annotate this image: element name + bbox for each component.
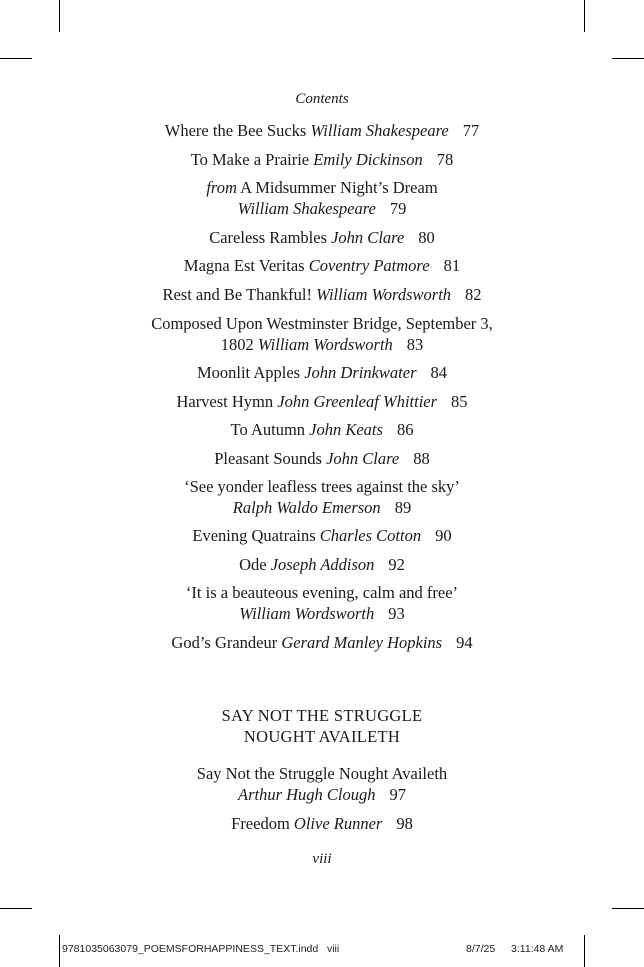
toc-entry — [0, 448, 644, 469]
entry-page-number: 79 — [389, 199, 407, 218]
entry-title: Composed Upon Westminster Bridge, September 3, — [151, 314, 493, 333]
entry-author: John Keats — [309, 420, 383, 439]
entry-title: Harvest Hymn — [176, 392, 274, 411]
crop-mark-bottom-right — [584, 935, 585, 967]
slug-date: 8/7/25 — [466, 943, 496, 955]
entry-page-number: 82 — [465, 285, 482, 304]
entry-author: Olive Runner — [293, 814, 383, 833]
entry-title: Careless Rambles — [209, 228, 327, 247]
entry-author: Joseph Addison — [270, 555, 375, 574]
entry-title: Say Not the Struggle Nought Availeth — [196, 764, 448, 783]
entry-author: John Clare — [326, 449, 400, 468]
slug-filename: 9781035063079_POEMSFORHAPPINESS_TEXT.indd viii — [62, 943, 340, 955]
entry-author: Arthur Hugh Clough — [237, 785, 376, 804]
entry-page-number: 77 — [462, 121, 480, 140]
entry-author: Gerard Manley Hopkins — [281, 633, 443, 652]
entry-page-number: 98 — [396, 814, 413, 833]
entry-page-number: 81 — [443, 256, 461, 275]
entry-page-number: 86 — [396, 420, 414, 439]
toc-entry — [0, 120, 644, 141]
entry-title: 1802 — [220, 335, 254, 354]
entry-author: Emily Dickinson — [313, 150, 423, 169]
entry-page-number: 94 — [456, 633, 473, 652]
section-title-line-2: NOUGHT AVAILETH — [243, 727, 401, 746]
entry-author: William Shakespeare — [237, 199, 376, 218]
entry-author: William Wordsworth — [316, 285, 452, 304]
toc-entry — [0, 419, 644, 440]
crop-mark-bottom-left — [59, 935, 60, 967]
entry-page-number: 97 — [389, 785, 406, 804]
entry-title: Rest and Be Thankful! — [162, 285, 312, 304]
toc-entry — [0, 582, 644, 603]
entry-title: To Make a Prairie — [190, 150, 310, 169]
entry-author: John Drinkwater — [304, 363, 417, 382]
toc-entry-continuation — [0, 603, 644, 624]
toc-entry — [0, 255, 644, 276]
entry-author: John Clare — [331, 228, 405, 247]
toc-entry — [0, 476, 644, 497]
toc-entry-continuation — [0, 784, 644, 805]
crop-mark-top-left — [59, 0, 60, 32]
entry-page-number: 84 — [430, 363, 448, 382]
toc-entry — [0, 149, 644, 170]
toc-entry — [0, 525, 644, 546]
entry-title: ‘See yonder leafless trees against the sky’ — [184, 477, 460, 496]
entry-page-number: 88 — [413, 449, 430, 468]
entry-title: Where the Bee Sucks — [164, 121, 307, 140]
entry-page-number: 90 — [435, 526, 452, 545]
entry-page-number: 93 — [388, 604, 405, 623]
folio: viii — [312, 851, 332, 867]
entry-author: Coventry Patmore — [308, 256, 430, 275]
entry-title: God’s Grandeur — [171, 633, 278, 652]
entry-page-number: 80 — [418, 228, 435, 247]
entry-author: William Wordsworth — [239, 604, 375, 623]
entry-page-number: 89 — [394, 498, 412, 517]
toc-entry — [0, 763, 644, 784]
crop-mark-bottom-right-horizontal — [612, 908, 644, 909]
entry-page-number: 85 — [451, 392, 468, 411]
toc-entry-continuation — [0, 198, 644, 219]
entry-author: Charles Cotton — [319, 526, 422, 545]
entry-prefix: from — [206, 178, 237, 197]
entry-title: A Midsummer Night’s Dream — [240, 178, 438, 197]
entry-title: To Autumn — [230, 420, 306, 439]
crop-mark-top-left-horizontal — [0, 58, 32, 59]
toc-entry-continuation — [0, 334, 644, 355]
entry-title: Pleasant Sounds — [214, 449, 322, 468]
toc-entry — [0, 362, 644, 383]
crop-mark-bottom-left-horizontal — [0, 908, 32, 909]
toc-entry — [0, 227, 644, 248]
entry-title: Ode — [239, 555, 267, 574]
entry-title: ‘It is a beauteous evening, calm and free’ — [185, 583, 459, 602]
entry-title: Evening Quatrains — [192, 526, 316, 545]
crop-mark-top-right — [584, 0, 585, 32]
section-title-line-1: SAY NOT THE STRUGGLE — [221, 706, 423, 725]
toc-entry — [0, 177, 644, 198]
entry-author: William Wordsworth — [257, 335, 393, 354]
crop-mark-top-right-horizontal — [612, 58, 644, 59]
toc-entry — [0, 313, 644, 334]
entry-title: Freedom — [231, 814, 290, 833]
toc-entry — [0, 632, 644, 653]
toc-entry — [0, 391, 644, 412]
entry-author: John Greenleaf Whittier — [277, 392, 438, 411]
entry-page-number: 78 — [436, 150, 454, 169]
entry-author: William Shakespeare — [310, 121, 449, 140]
entry-page-number: 83 — [406, 335, 424, 354]
entry-page-number: 92 — [388, 555, 405, 574]
slug-time: 3:11:48 AM — [511, 943, 564, 955]
toc-entry-continuation — [0, 497, 644, 518]
toc-entry — [0, 554, 644, 575]
toc-entry — [0, 284, 644, 305]
toc-entry — [0, 813, 644, 834]
entry-author: Ralph Waldo Emerson — [232, 498, 381, 517]
running-head: Contents — [295, 91, 349, 107]
entry-title: Magna Est Veritas — [183, 256, 305, 275]
entry-title: Moonlit Apples — [196, 363, 301, 382]
